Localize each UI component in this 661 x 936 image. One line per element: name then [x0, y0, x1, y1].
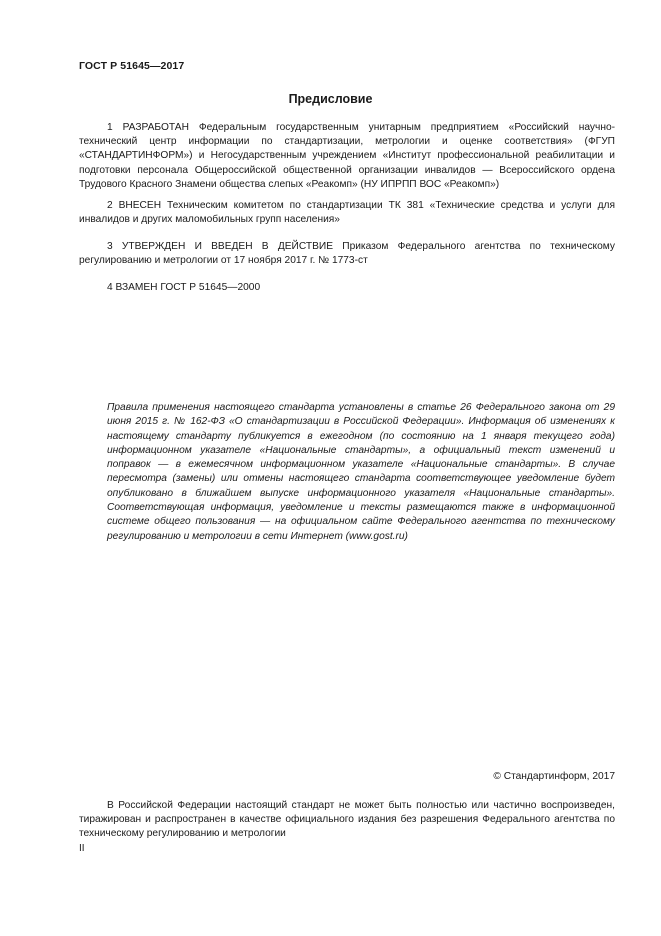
foreword-title: Предисловие — [288, 92, 373, 106]
copyright-line: © Стандартинформ, 2017 — [493, 771, 615, 782]
document-code: ГОСТ Р 51645—2017 — [79, 60, 185, 72]
page-number: II — [79, 843, 85, 854]
foreword-item-developed: 1 РАЗРАБОТАН Федеральным государственным унитарным предприятием «Российский научно-технический центр информации по стандартизации, метрологии и оценке соответствия» (ФГУП «СТАНДАРТИНФОРМ») и Негосударственным учреждением «Институт профессиональной реабилитации и подготовки персонала Общероссийской общественной организации инвалидов — Всероссийского ордена Трудового Красного Знамени общества слепых «Реакомп» (НУ ИПРПП ВОС «Реакомп») — [79, 122, 615, 190]
foreword-item-approved: 3 УТВЕРЖДЕН И ВВЕДЕН В ДЕЙСТВИЕ Приказом Федерального агентства по техническому регулированию и метрологии от 17 ноября 2017 г. № 1773-ст — [79, 241, 615, 267]
foreword-item-introduced: 2 ВНЕСЕН Техническим комитетом по стандартизации ТК 381 «Технические средства и услуги для инвалидов и других маломобильных групп населения» — [79, 200, 615, 226]
application-rules-note: Правила применения настоящего стандарта установлены в статье 26 Федерального закона от 29 июня 2015 г. № 162-ФЗ «О стандартизации в Российской Федерации». Информация об изменениях к настоящему стандарту публикуется в ежегодном (по состоянию на 1 января текущего года) информационном указателе «Национальные стандарты», а официальный текст изменений и поправок — в ежемесячном информационном указателе «Национальные стандарты». В случае пересмотра (замены) или отмены настоящего стандарта соответствующее уведомление будет опубликовано в ближайшем выпуске информационного указателя «Национальные стандарты». Соответствующая информация, уведомление и тексты размещаются также в информационной системе общего пользования — на официальном сайте Федерального агентства по техническому регулированию и метрологии в сети Интернет (www.gost.ru) — [107, 402, 615, 542]
foreword-item-replaces: 4 ВЗАМЕН ГОСТ Р 51645—2000 — [107, 282, 261, 293]
reproduction-notice: В Российской Федерации настоящий стандарт не может быть полностью или частично воспроизведен, тиражирован и распространен в качестве официального издания без разрешения Федерального агентства по техническому регулированию и метрологии — [79, 800, 615, 840]
